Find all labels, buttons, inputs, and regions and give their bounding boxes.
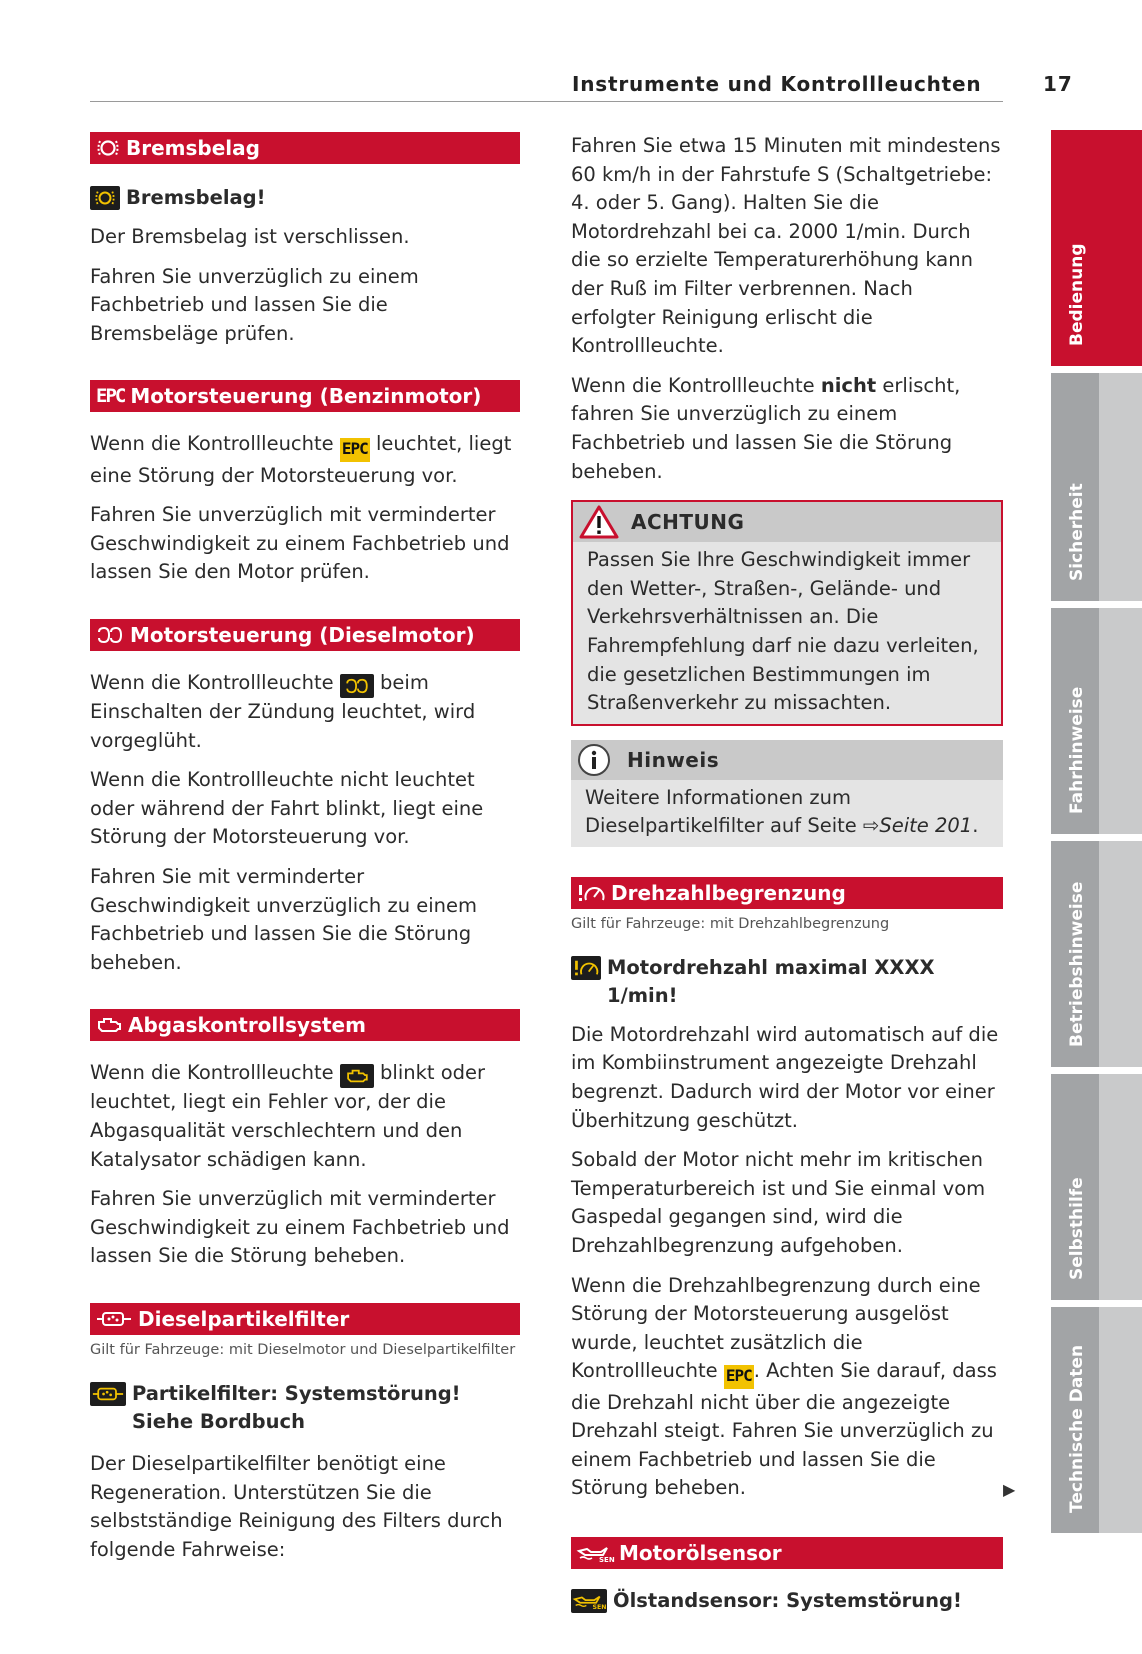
text: Wenn die Kontrollleuchte bbox=[90, 1061, 340, 1085]
left-column bbox=[90, 132, 520, 1564]
hinweis-title: Hinweis bbox=[627, 747, 720, 772]
text: Wenn die Kontrollleuchte bbox=[571, 373, 821, 397]
emphasis: nicht bbox=[820, 373, 877, 397]
paragraph bbox=[571, 1272, 1003, 1503]
applicability-note: Gilt für Fahrzeuge: mit Dieselmotor und Dieselpartikelfilter bbox=[90, 1341, 516, 1358]
section-oel bbox=[571, 1537, 1003, 1569]
brake-pad-icon bbox=[96, 137, 120, 159]
achtung-title: ACHTUNG bbox=[631, 510, 745, 535]
svg-text:SEN: SEN bbox=[599, 1556, 615, 1565]
sidebar-tab-fahrhinweise[interactable] bbox=[1051, 608, 1142, 834]
right-column bbox=[571, 132, 1003, 1615]
continue-arrow-icon: ▶ bbox=[1003, 1480, 1016, 1499]
page-number: 17 bbox=[1043, 72, 1073, 96]
sidebar-tab-bedienung[interactable] bbox=[1051, 130, 1142, 366]
svg-text:SEN: SEN bbox=[592, 1604, 607, 1612]
hinweis-text bbox=[571, 780, 1003, 847]
section-title: Bremsbelag bbox=[126, 136, 260, 160]
engine-icon bbox=[96, 1016, 122, 1034]
paragraph bbox=[571, 372, 1003, 486]
section-title: Motorsteuerung (Dieselmotor) bbox=[130, 623, 475, 648]
section-abgas bbox=[90, 1009, 520, 1041]
paragraph: Die Motordrehzahl wird automatisch auf die im Kombiinstrument angezeigte Drehzahl begrenzt. Dadurch wird der Motor vor einer Überhitzung geschützt. bbox=[571, 1022, 999, 1132]
text: Wenn die Drehzahlbegrenzung durch eine Störung der Motorsteuerung ausgelöst wurde, leuchtet zusätzlich die Kontrollleuchte bbox=[571, 1273, 981, 1383]
section-title: Motorölsensor bbox=[619, 1541, 782, 1566]
text: leuchtet, liegt eine Störung der Motorsteuerung vor. bbox=[90, 432, 512, 487]
paragraph: Sobald der Motor nicht mehr im kritischen Temperaturbereich ist und Sie einmal vom Gaspedal gegangen sind, wird die Drehzahlbegrenzung aufgehoben. bbox=[571, 1148, 986, 1258]
paragraph bbox=[90, 1059, 520, 1174]
sidebar-tab-label: Fahrhinweise bbox=[1067, 686, 1087, 814]
sidebar-tab-label: Selbsthilfe bbox=[1067, 1177, 1087, 1280]
paragraph: Fahren Sie unverzüglich mit verminderter Geschwindigkeit zu einem Fachbetrieb und lassen Sie den Motor prüfen. bbox=[90, 503, 510, 584]
warning-triangle-icon bbox=[579, 505, 619, 539]
sidebar-tab-label: Bedienung bbox=[1067, 243, 1087, 346]
brake-pad-icon bbox=[90, 186, 120, 210]
warning-dpf bbox=[90, 1380, 520, 1436]
warning-oel bbox=[571, 1587, 1003, 1615]
section-diesel bbox=[90, 619, 520, 651]
particle-filter-icon bbox=[96, 1310, 132, 1328]
section-drehzahl bbox=[571, 877, 1003, 909]
paragraph: Fahren Sie etwa 15 Minuten mit mindestens 60 km/h in der Fahrstufe S (Schaltgetriebe: 4. oder 5. Gang). Halten Sie die Motordrehzahl bei ca. 2000 1/min. Durch die so erzielte Temperaturerhöhung kann der Ruß im Filter verbrennen. Nach erfolgter Reinigung erlischt die Kontrollleuchte. bbox=[571, 134, 1001, 358]
paragraph: Der Bremsbelag ist verschlissen. bbox=[90, 225, 410, 248]
warning-drehzahl bbox=[571, 954, 1003, 1010]
header-title: Instrumente und Kontrollleuchten bbox=[572, 72, 982, 96]
warning-text: Partikelfilter: Systemstörung! Siehe Bordbuch bbox=[132, 1381, 461, 1433]
achtung-text: Passen Sie Ihre Geschwindigkeit immer den Wetter-, Straßen-, Gelände- und Verkehrsverhältnissen an. Die Fahrempfehlung darf nie dazu verleiten, die gesetzlichen Bestimmungen im Straßenverkehr zu missachten. bbox=[587, 548, 979, 715]
section-title: Abgaskontrollsystem bbox=[128, 1013, 366, 1038]
sidebar-tab-technische-daten[interactable] bbox=[1051, 1307, 1142, 1533]
particle-filter-icon bbox=[90, 1382, 126, 1406]
text: Wenn die Kontrollleuchte bbox=[90, 671, 340, 695]
paragraph: Fahren Sie unverzüglich zu einem Fachbetrieb und lassen Sie die Bremsbeläge prüfen. bbox=[90, 264, 419, 345]
rpm-limit-icon bbox=[571, 956, 601, 980]
sidebar-tab-label: Sicherheit bbox=[1067, 483, 1087, 581]
text: Weitere Informationen zum Dieselpartikelfilter auf Seite bbox=[585, 785, 863, 838]
oil-sensor-icon bbox=[571, 1589, 607, 1613]
paragraph: Fahren Sie mit verminderter Geschwindigkeit unverzüglich zu einem Fachbetrieb und lassen Sie die Störung beheben. bbox=[90, 865, 478, 974]
hinweis-header bbox=[571, 740, 1003, 780]
section-epc bbox=[90, 380, 520, 412]
text: erlischt, fahren Sie unverzüglich zu einem Fachbetrieb und lassen Sie die Störung beheben. bbox=[571, 373, 961, 483]
section-title: Dieselpartikelfilter bbox=[138, 1306, 350, 1331]
header-rule bbox=[90, 101, 1003, 102]
oil-sensor-icon bbox=[577, 1543, 613, 1563]
text: . bbox=[972, 814, 979, 838]
sidebar-tab-label: Technische Daten bbox=[1067, 1344, 1087, 1513]
engine-icon bbox=[340, 1064, 374, 1088]
sidebar-tab-sicherheit[interactable] bbox=[1051, 373, 1142, 601]
sidebar-tab-label: Betriebshinweise bbox=[1067, 881, 1087, 1047]
arrow-icon: ⇨ bbox=[863, 814, 880, 838]
epc-icon: EPC bbox=[96, 385, 125, 408]
text: . Achten Sie darauf, dass die Drehzahl nicht über die angezeigte Drehzahl steigt. Fahren Sie unverzüglich zu einem Fachbetrieb und lassen Sie die Störung beheben. bbox=[571, 1359, 997, 1500]
paragraph: Wenn die Kontrollleuchte nicht leuchtet oder während der Fahrt blinkt, liegt eine Störung der Motorsteuerung vor. bbox=[90, 768, 484, 849]
warning-text: Ölstandsensor: Systemstörung! bbox=[613, 1589, 962, 1613]
sidebar-tab-selbsthilfe[interactable] bbox=[1051, 1074, 1142, 1300]
paragraph bbox=[90, 669, 520, 755]
info-icon bbox=[577, 743, 611, 777]
glow-plug-icon bbox=[340, 674, 374, 698]
achtung-box bbox=[571, 500, 1003, 726]
page-reference-link[interactable]: Seite 201 bbox=[879, 814, 973, 838]
text: blinkt oder leuchtet, liegt ein Fehler vor, der die Abgasqualität verschlechtern und den Katalysator schädigen kann. bbox=[90, 1061, 486, 1171]
epc-icon: EPC bbox=[340, 438, 370, 462]
section-bremsbelag bbox=[90, 132, 520, 164]
epc-icon: EPC bbox=[724, 1365, 754, 1389]
section-dpf bbox=[90, 1303, 520, 1335]
section-title: Drehzahlbegrenzung bbox=[611, 880, 846, 905]
paragraph: Der Dieselpartikelfilter benötigt eine Regeneration. Unterstützen Sie die selbstständige Reinigung des Filters durch folgende Fahrweise: bbox=[90, 1451, 503, 1561]
achtung-header bbox=[573, 502, 1001, 542]
paragraph: Fahren Sie unverzüglich mit verminderter Geschwindigkeit zu einem Fachbetrieb und lassen Sie die Störung beheben. bbox=[90, 1187, 510, 1268]
rpm-limit-icon bbox=[577, 882, 605, 904]
warning-bremsbelag bbox=[90, 184, 520, 212]
sidebar-tab-betriebshinweise[interactable] bbox=[1051, 841, 1142, 1067]
applicability-note: Gilt für Fahrzeuge: mit Drehzahlbegrenzung bbox=[571, 915, 890, 932]
text: Wenn die Kontrollleuchte bbox=[90, 432, 340, 456]
text: beim Einschalten der Zündung leuchtet, wird vorgeglüht. bbox=[90, 671, 476, 752]
paragraph bbox=[90, 430, 520, 490]
glow-plug-icon bbox=[96, 626, 124, 644]
warning-text: Motordrehzahl maximal XXXX 1/min! bbox=[607, 955, 935, 1007]
section-title: Motorsteuerung (Benzinmotor) bbox=[130, 384, 482, 409]
hinweis-box bbox=[571, 740, 1003, 847]
warning-text: Bremsbelag! bbox=[126, 186, 266, 209]
